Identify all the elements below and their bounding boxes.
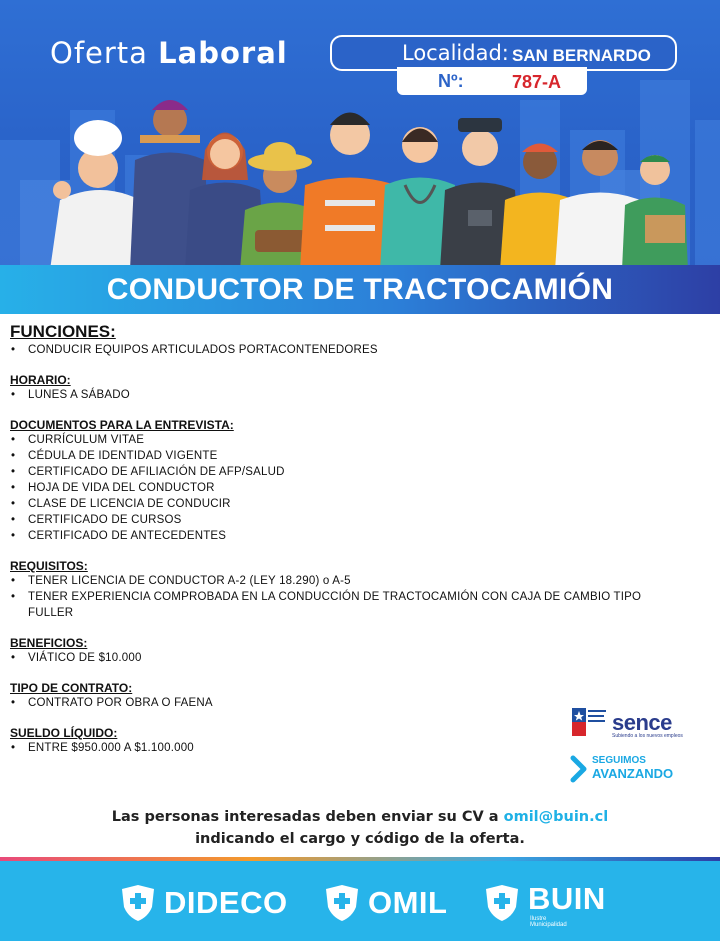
- list-item: • ENTRE $950.000 A $1.100.000: [10, 740, 710, 756]
- application-instructions: [0, 806, 720, 850]
- list-item: • CONDUCIR EQUIPOS ARTICULADOS PORTACONTENEDORES: [10, 342, 710, 358]
- locality-label: Localidad:: [402, 41, 509, 65]
- omil-text: OMIL: [368, 885, 448, 920]
- offer-title: Oferta Laboral: [50, 36, 288, 70]
- section-title: TIPO DE CONTRATO:: [10, 681, 133, 695]
- offer-number-box: [397, 67, 587, 95]
- list-item: • CERTIFICADO DE AFILIACIÓN DE AFP/SALUD: [10, 464, 710, 480]
- sence-tagline: Subiendo a los nuevos empleos: [612, 733, 683, 739]
- section-horario: [10, 373, 710, 403]
- chevron-right-icon: [570, 755, 588, 783]
- section-documentos: [10, 418, 710, 544]
- buin-text: BUIN: [528, 881, 606, 916]
- section-title: REQUISITOS:: [10, 559, 88, 573]
- offer-number-label: Nº:: [438, 71, 464, 91]
- municipal-shield-icon: [322, 883, 362, 923]
- section-title: SUELDO LÍQUIDO:: [10, 726, 118, 740]
- avanzando-text: AVANZANDO: [592, 766, 674, 781]
- dideco-text: DIDECO: [164, 885, 288, 920]
- job-title: CONDUCTOR DE TRACTOCAMIÓN: [106, 273, 614, 306]
- list-item: • CONTRATO POR OBRA O FAENA: [10, 695, 710, 711]
- sence-wordmark: sence: [612, 710, 672, 735]
- list-item: • CÉDULA DE IDENTIDAD VIGENTE: [10, 448, 710, 464]
- list-item: • TENER LICENCIA DE CONDUCTOR A-2 (LEY 18.290) o A-5: [10, 573, 710, 589]
- section-title: BENEFICIOS:: [10, 636, 88, 650]
- section-contrato: [10, 681, 710, 711]
- seguimos-text: SEGUIMOS: [592, 755, 646, 766]
- job-title-bar: [0, 265, 720, 314]
- list-item: • CURRÍCULUM VITAE: [10, 432, 710, 448]
- footer-logos-bar: [0, 861, 720, 941]
- workers-group-illustration: [40, 90, 690, 270]
- cta-line-1: Las personas interesadas deben enviar su CV a omil@buin.cl: [111, 809, 609, 825]
- cta-line-2: indicando el cargo y código de la oferta.: [195, 831, 525, 847]
- municipal-shield-icon: [118, 883, 158, 923]
- locality-value: SAN BERNARDO: [512, 46, 651, 65]
- job-details: [10, 322, 710, 771]
- section-title: FUNCIONES:: [10, 322, 116, 341]
- header-banner: [0, 0, 720, 270]
- gobierno-chile-logo: [572, 708, 608, 740]
- section-requisitos: [10, 559, 710, 621]
- list-item: • CLASE DE LICENCIA DE CONDUCIR: [10, 496, 710, 512]
- list-item: • TENER EXPERIENCIA COMPROBADA EN LA CONDUCCIÓN DE TRACTOCAMIÓN CON CAJA DE CAMBIO TIPO FULLER: [10, 589, 710, 621]
- list-item: • CERTIFICADO DE CURSOS: [10, 512, 710, 528]
- list-item: • HOJA DE VIDA DEL CONDUCTOR: [10, 480, 710, 496]
- list-item: • VIÁTICO DE $10.000: [10, 650, 710, 666]
- contact-email-link[interactable]: omil@buin.cl: [503, 809, 609, 825]
- municipal-shield-icon: [482, 883, 522, 923]
- seguimos-avanzando-logo: [570, 754, 690, 786]
- list-item: • LUNES A SÁBADO: [10, 387, 710, 403]
- section-title: HORARIO:: [10, 373, 71, 387]
- list-item: • CERTIFICADO DE ANTECEDENTES: [10, 528, 710, 544]
- section-funciones: [10, 322, 710, 358]
- offer-number-value: 787-A: [512, 72, 562, 92]
- sence-logo: [612, 710, 683, 739]
- locality-box: [330, 35, 677, 71]
- section-title: DOCUMENTOS PARA LA ENTREVISTA:: [10, 418, 234, 432]
- section-beneficios: [10, 636, 710, 666]
- buin-subtitle: Ilustre Municipalidad: [530, 916, 567, 928]
